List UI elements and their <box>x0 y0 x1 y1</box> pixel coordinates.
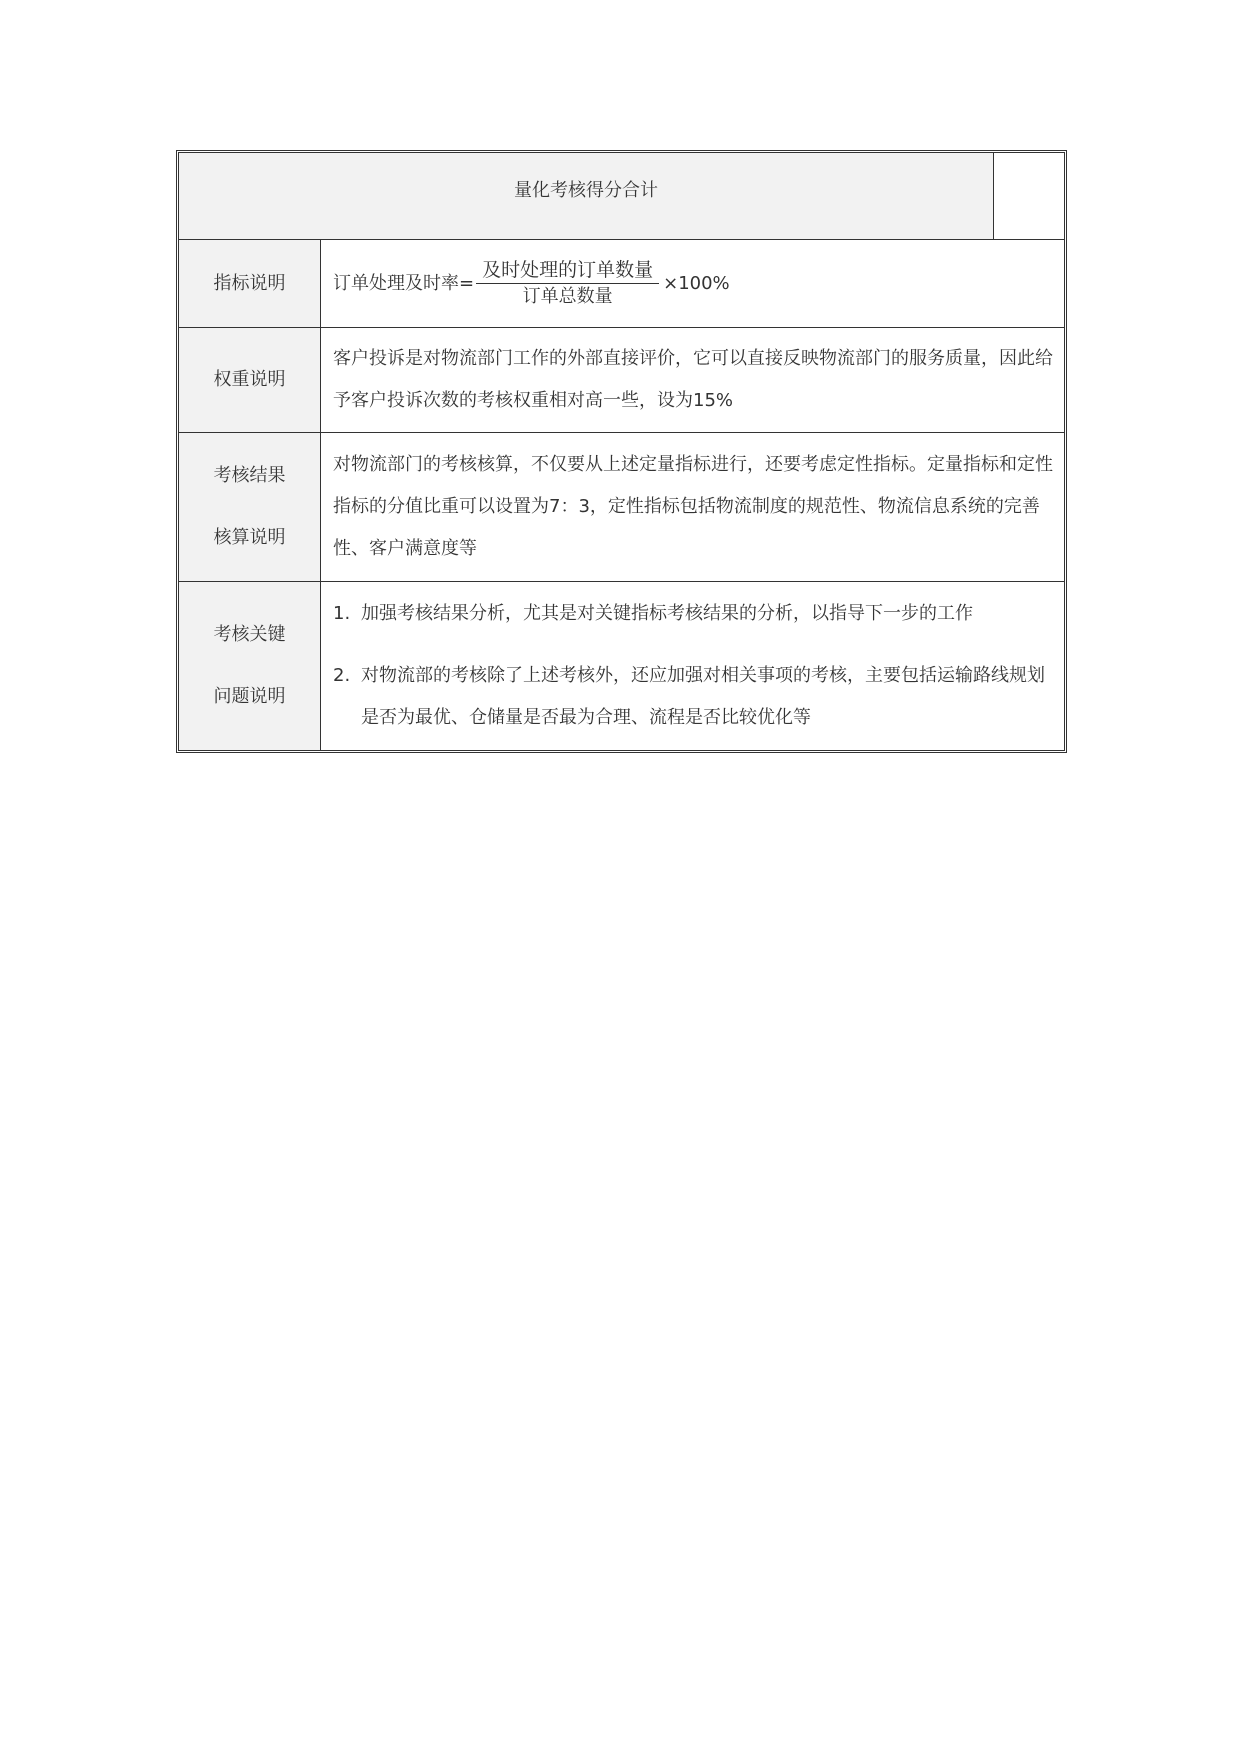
total-score-label: 量化考核得分合计 <box>179 153 994 239</box>
indicator-label-line-1: 指标说明 <box>213 272 286 294</box>
issues-label-line-2: 问题说明 <box>213 686 286 707</box>
weight-row <box>179 327 1064 432</box>
calc-content: 对物流部门的考核核算，不仅要从上述定量指标进行，还要考虑定性指标。定量指标和定性指标的分值比重可以设置为7：3，定性指标包括物流制度的规范性、物流信息系统的完善性、客户满意度等 <box>333 454 1053 559</box>
formula-suffix: ×100% <box>663 272 730 294</box>
issues-label <box>179 582 321 750</box>
total-score-row <box>179 153 1064 239</box>
total-score-value <box>994 153 1064 239</box>
weight-content: 客户投诉是对物流部门工作的外部直接评价，它可以直接反映物流部门的服务质量，因此给予客户投诉次数的考核权重相对高一些，设为15% <box>333 348 1053 411</box>
indicator-content <box>321 240 1064 327</box>
calc-label <box>179 433 321 581</box>
formula-denominator: 订单总数量 <box>522 286 613 307</box>
weight-label-line-1: 权重说明 <box>213 369 286 390</box>
calc-row <box>179 432 1064 581</box>
issues-content <box>321 582 1064 750</box>
list-item-text: 加强考核结果分析，尤其是对关键指标考核结果的分析，以指导下一步的工作 <box>361 603 973 624</box>
issues-row <box>179 581 1064 750</box>
list-item-text: 对物流部的考核除了上述考核外，还应加强对相关事项的考核，主要包括运输路线规划是否为最优、仓储量是否最为合理、流程是否比较优化等 <box>361 665 1045 728</box>
list-item <box>333 593 1054 635</box>
assessment-table <box>176 150 1067 753</box>
calc-label-line-2: 核算说明 <box>213 527 286 548</box>
calc-label-line-1: 考核结果 <box>213 465 286 486</box>
formula-numerator: 及时处理的订单数量 <box>476 261 659 284</box>
list-item <box>333 655 1054 739</box>
indicator-label <box>179 240 321 327</box>
formula-prefix: 订单处理及时率= <box>333 272 475 294</box>
list-item-number: 2. <box>333 665 351 686</box>
indicator-row <box>179 239 1064 327</box>
list-item-number: 1. <box>333 603 351 624</box>
indicator-formula <box>333 261 1054 306</box>
issues-label-line-1: 考核关键 <box>213 624 286 645</box>
weight-label <box>179 328 321 432</box>
formula-fraction <box>476 261 659 306</box>
